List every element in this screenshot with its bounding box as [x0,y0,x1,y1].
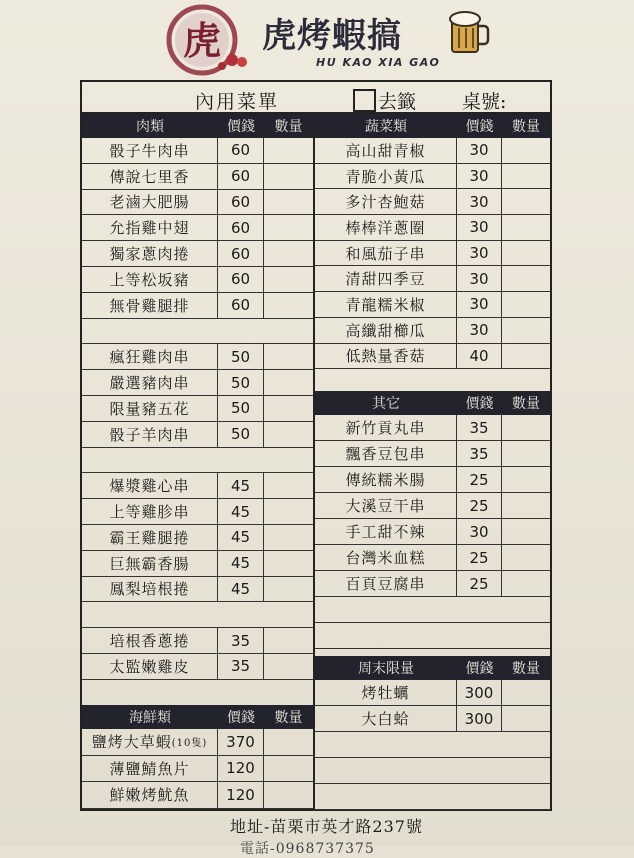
item-name: 青脆小黃瓜 [315,164,457,189]
table-number-label: 桌號: [462,91,507,113]
item-price [457,784,502,809]
meat-header [82,114,313,138]
quantity-cell[interactable] [264,448,313,473]
quantity-cell[interactable] [502,189,550,214]
menu-item-row [315,493,550,519]
others-heading: 其它 [372,396,400,412]
item-name: 太監嫩雞皮 [82,654,218,679]
price-heading: 價錢 [227,119,255,135]
brand-subtitle: HU KAO XIA GAO [316,56,441,69]
qty-heading: 數量 [512,661,540,677]
menu-item-row [82,190,313,216]
quantity-cell[interactable] [502,706,550,731]
item-name: 鮮嫩烤魷魚 [82,782,218,808]
weekend-list [315,680,550,810]
item-name: 青龍糯米椒 [315,292,457,317]
item-name: 清甜四季豆 [315,266,457,291]
item-price: 30 [457,519,502,544]
menu-item-row [82,680,313,706]
menu-item-row [315,545,550,571]
item-price: 35 [218,628,264,653]
veg-list [315,138,550,395]
item-name: 大白蛤 [315,706,457,731]
item-price: 35 [457,415,502,440]
item-name: 手工甜不辣 [315,519,457,544]
item-price [457,758,502,783]
item-price: 50 [218,370,264,395]
item-price: 30 [457,138,502,163]
item-price: 45 [218,551,264,576]
menu-item-row [82,756,313,783]
quantity-cell[interactable] [264,138,313,163]
quantity-cell[interactable] [502,292,550,317]
item-name: 飄香豆包串 [315,441,457,466]
meat-list [82,138,313,706]
menu-item-row [315,344,550,370]
menu-item-row [315,571,550,597]
quantity-cell[interactable] [264,654,313,679]
phone: 電話-0968737375 [240,841,375,857]
menu-item-row [315,266,550,292]
item-price: 120 [218,782,264,808]
menu-item-row [315,732,550,758]
item-price [218,680,264,705]
item-price: 50 [218,422,264,447]
item-name: 老滷大肥腸 [82,190,218,215]
item-name: 培根香蔥捲 [82,628,218,653]
item-price [218,602,264,627]
price-heading: 價錢 [465,661,494,677]
item-name: 上等松坂豬 [82,267,218,292]
item-name: 限量豬五花 [82,396,218,421]
item-name: 巨無霸香腸 [82,551,218,576]
item-name: 大溪豆干串 [315,493,457,518]
menu-item-row [82,577,313,603]
quantity-cell[interactable] [264,319,313,344]
meat-section [82,114,313,706]
veg-header [315,114,550,138]
item-price: 60 [218,164,264,189]
item-price: 30 [457,266,502,291]
takeaway-label: 去籤 [378,91,417,113]
quantity-cell[interactable] [264,344,313,369]
weekend-section [315,656,550,810]
item-note: (10隻) [171,738,208,750]
item-name: 多汁杏鮑菇 [315,189,457,214]
menu-item-row [315,189,550,215]
item-name [315,623,457,648]
seafood-section [82,705,313,809]
item-name [315,732,457,757]
quantity-cell[interactable] [264,756,313,782]
item-name-text: 鹽烤大草蝦 [91,733,172,752]
others-header [315,391,550,415]
menu-item-row [315,415,550,441]
menu-item-row [82,319,313,345]
quantity-cell[interactable] [264,680,313,705]
menu-item-row [82,396,313,422]
quantity-cell[interactable] [502,519,550,544]
quantity-cell[interactable] [502,318,550,343]
item-price: 50 [218,396,264,421]
menu-item-row [315,706,550,732]
item-price [218,319,264,344]
quantity-cell[interactable] [502,623,550,648]
menu-item-row [315,467,550,493]
item-price: 35 [218,654,264,679]
item-price: 35 [457,441,502,466]
item-price: 45 [218,577,264,602]
item-price: 45 [218,473,264,498]
item-price: 60 [218,241,264,266]
menu-item-row [82,293,313,319]
item-name: 高山甜青椒 [315,138,457,163]
quantity-cell[interactable] [502,164,550,189]
item-name: 嚴選豬肉串 [82,370,218,395]
item-price: 120 [218,756,264,782]
menu-item-row [82,164,313,190]
quantity-cell[interactable] [502,344,550,369]
menu-item-row [82,654,313,680]
item-name [82,729,218,755]
item-price: 60 [218,267,264,292]
quantity-cell[interactable] [502,215,550,240]
quantity-cell[interactable] [264,190,313,215]
quantity-cell[interactable] [264,602,313,627]
menu-item-row [315,241,550,267]
item-price: 370 [218,729,264,755]
veg-section [315,114,550,395]
item-name: 台灣米血糕 [315,545,457,570]
qty-heading: 數量 [512,119,540,135]
quantity-cell[interactable] [502,266,550,291]
quantity-cell[interactable] [264,370,313,395]
menu-item-row [315,215,550,241]
price-heading: 價錢 [465,396,494,412]
quantity-cell[interactable] [502,784,550,809]
item-price: 30 [457,318,502,343]
menu-item-row [315,318,550,344]
others-list [315,415,550,649]
menu-item-row [82,267,313,293]
item-price: 25 [457,545,502,570]
menu-item-row [315,680,550,706]
item-price: 50 [218,344,264,369]
item-price: 60 [218,190,264,215]
item-name [315,597,457,622]
weekend-heading: 周末限量 [358,661,414,677]
item-name: 烤牡蠣 [315,680,457,705]
quantity-cell[interactable] [264,241,313,266]
meat-heading: 肉類 [136,119,164,135]
quantity-cell[interactable] [502,441,550,466]
quantity-cell[interactable] [264,551,313,576]
item-price: 30 [457,241,502,266]
menu-item-row [82,448,313,474]
quantity-cell[interactable] [502,467,550,492]
item-price: 45 [218,499,264,524]
item-name: 高纖甜櫛瓜 [315,318,457,343]
menu-item-row [82,215,313,241]
menu-item-row [82,628,313,654]
item-price [457,732,502,757]
item-price: 40 [457,344,502,369]
item-price [218,448,264,473]
quantity-cell[interactable] [502,571,550,596]
item-name: 新竹貢丸串 [315,415,457,440]
item-name: 骰子羊肉串 [82,422,218,447]
menu-item-row [82,782,313,809]
quantity-cell[interactable] [502,545,550,570]
quantity-cell[interactable] [264,473,313,498]
menu-item-row [82,422,313,448]
quantity-cell[interactable] [502,138,550,163]
item-name [82,680,218,705]
quantity-cell[interactable] [264,782,313,808]
item-price: 300 [457,680,502,705]
dine-in-label: 內用菜單 [195,91,280,113]
item-name: 霸王雞腿捲 [82,525,218,550]
menu-item-row [82,138,313,164]
item-name: 骰子牛肉串 [82,138,218,163]
item-name: 和風茄子串 [315,241,457,266]
quantity-cell[interactable] [264,422,313,447]
quantity-cell[interactable] [264,396,313,421]
quantity-cell[interactable] [264,525,313,550]
quantity-cell[interactable] [264,293,313,318]
quantity-cell[interactable] [502,597,550,622]
item-name [82,448,218,473]
menu-item-row [82,551,313,577]
menu-item-row [315,758,550,784]
item-price: 60 [218,138,264,163]
menu-item-row [315,441,550,467]
quantity-cell[interactable] [264,267,313,292]
item-price: 60 [218,215,264,240]
item-price: 300 [457,706,502,731]
beer-mug-icon [448,10,490,56]
quantity-cell[interactable] [502,493,550,518]
item-name: 無骨雞腿排 [82,293,218,318]
quantity-cell[interactable] [264,499,313,524]
quantity-cell[interactable] [264,164,313,189]
quantity-cell[interactable] [502,680,550,705]
menu-item-row [82,344,313,370]
item-name [315,784,457,809]
menu-item-row [315,597,550,623]
item-name: 薄鹽鯖魚片 [82,756,218,782]
veg-heading: 蔬菜類 [365,119,407,135]
item-name: 鳳梨培根捲 [82,577,218,602]
item-name: 爆漿雞心串 [82,473,218,498]
menu-item-row [82,602,313,628]
item-name: 百頁豆腐串 [315,571,457,596]
quantity-cell[interactable] [502,732,550,757]
menu-item-row [82,241,313,267]
item-name: 低熱量香菇 [315,344,457,369]
menu-item-row [315,164,550,190]
item-name [82,602,218,627]
quantity-cell[interactable] [264,215,313,240]
menu-item-row [315,784,550,810]
seafood-heading: 海鮮類 [129,710,171,726]
menu-item-row [315,519,550,545]
others-section [315,391,550,649]
tiger-logo-icon [160,4,250,76]
menu-item-row [82,499,313,525]
item-name: 傳說七里香 [82,164,218,189]
quantity-cell[interactable] [502,758,550,783]
item-name: 獨家蔥肉捲 [82,241,218,266]
weekend-header [315,656,550,680]
item-price: 25 [457,467,502,492]
item-name [82,319,218,344]
menu-item-row [82,473,313,499]
qty-heading: 數量 [512,396,540,412]
menu-item-row [315,292,550,318]
item-price: 60 [218,293,264,318]
brand-title: 虎烤蝦搞 [262,16,402,56]
quantity-cell[interactable] [502,241,550,266]
takeaway-checkbox[interactable] [353,89,376,112]
item-price [457,623,502,648]
item-name [315,758,457,783]
item-price: 30 [457,164,502,189]
item-price: 30 [457,292,502,317]
qty-heading: 數量 [274,119,303,135]
menu-item-row [82,525,313,551]
item-price: 45 [218,525,264,550]
logo-char: 虎 [182,18,222,63]
seafood-header [82,705,313,729]
item-price [457,597,502,622]
menu-item-row [82,370,313,396]
seafood-list [82,729,313,809]
quantity-cell[interactable] [264,577,313,602]
item-price: 30 [457,189,502,214]
address: 地址-苗栗市英才路237號 [230,817,423,836]
quantity-cell[interactable] [264,628,313,653]
qty-heading: 數量 [274,710,303,726]
item-price: 25 [457,493,502,518]
item-name: 瘋狂雞肉串 [82,344,218,369]
quantity-cell[interactable] [502,415,550,440]
item-name: 允指雞中翅 [82,215,218,240]
item-name: 傳統糯米腸 [315,467,457,492]
menu-item-row [315,623,550,649]
quantity-cell[interactable] [264,729,313,755]
item-name: 棒棒洋蔥圈 [315,215,457,240]
price-heading: 價錢 [465,119,494,135]
item-price: 25 [457,571,502,596]
item-name: 上等雞胗串 [82,499,218,524]
menu-item-row [82,729,313,756]
item-price: 30 [457,215,502,240]
menu-item-row [315,138,550,164]
price-heading: 價錢 [227,710,255,726]
